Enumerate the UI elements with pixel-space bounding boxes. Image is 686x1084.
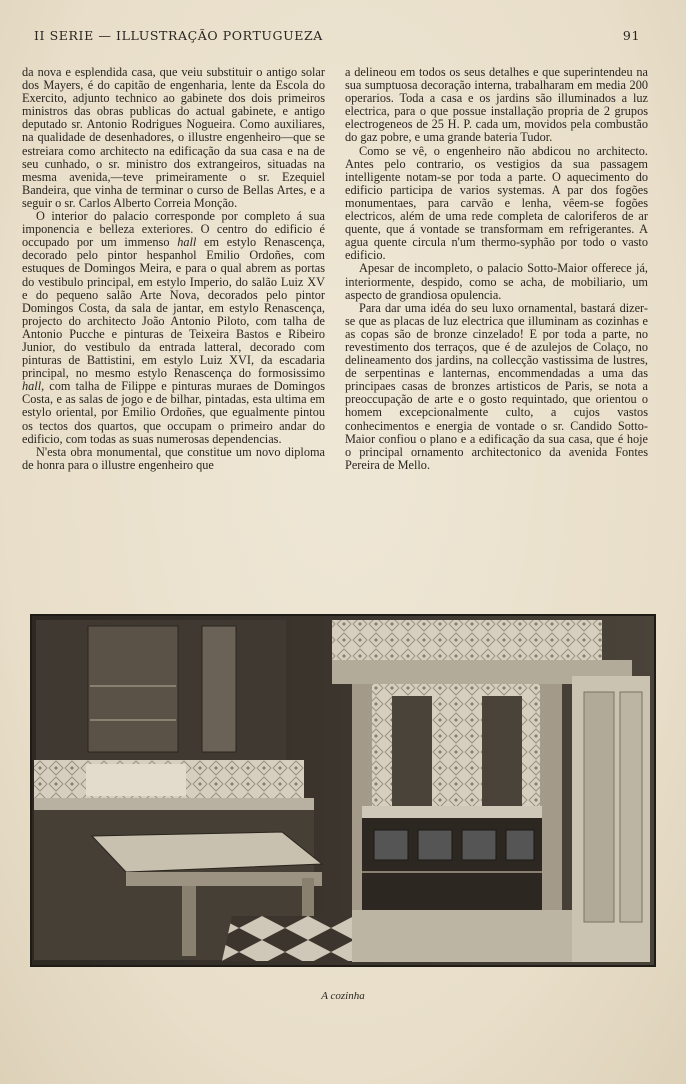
paragraph: da nova e esplendida casa, que veiu substituir o antigo solar dos Mayers, é do capitão de engenharia, lente da Escola do Exercito, adjunto technico ao gabinete dos dois primeiros ministros das obras publicas do actual gabinete, e antigo deputado sr. Antonio Rodrigues Nogueira. Como auxiliares, na qualidade de desenhadores, o illustre engenheiro—que se estreiara como architecto na edificação da sua casa e na de seu cunhado, o sr. ministro dos extrangeiros, situadas na mesma avenida,—teve primeiramente o sr. Ezequiel Bandeira, que vinha de terminar o curso de Bellas Artes, e a seguir o sr. Carlos Alberto Correia Monção. — [22, 65, 325, 210]
text-run: Como se vê, o engenheiro não abdicou no architecto. Antes pelo contrario, os vestigios da sua passagem intelligente notam-se por toda a parte. O aquecimento do edificio participa de varios systemas. A par dos fogões monumentaes, para carvão e lenha, vêem-se fogões electricos, além de uma rede completa de caloriferos de ar quente, que á vontade se transformam em refrigerantes. A agua quente circula n'um thermo-syphão por todo o vasto edificio. — [345, 143, 648, 263]
paragraph — [22, 446, 325, 472]
paragraph — [345, 145, 648, 263]
paragraph — [22, 210, 325, 446]
text-run: O interior do palacio corresponde por completo á sua imponencia e belleza exteriores. O centro do edificio é occupado por um immenso — [22, 209, 325, 250]
kitchen-photo-illustration — [32, 616, 654, 965]
paragraph — [345, 302, 648, 472]
paragraph — [345, 262, 648, 301]
text-run: em estylo Renascença, decorado pelo pintor hespanhol Emilio Ordoñes, com estuques de Domingos Meira, e para o qual abrem as portas do vestibulo principal, em estylo Imperio, do salão Luiz XV e do pequeno salão Arte Nova, decorados pelo pintor Domingos Costa, da sala de jantar, em estylo Renascença, projecto do architecto João Antonio Piloto, com talha de Antonio Pucche e pinturas de Teixeira Bastos e Ribeiro Junior, do vestibulo da entrada latteral, decorado com pinturas de Battistini, em estylo Luiz XVI, da escadaria principal, no mesmo estylo Renascença do formosissimo — [22, 235, 325, 381]
text-run: Para dar uma idéa do seu luxo ornamental, bastará dizer-se que as placas de luz electrica que illuminam as cozinhas e as copas são de bronze cinzelado! E por toda a parte, no revestimento dos terraços, que é de azulejos de Colaço, no delineamento dos jardins, na collecção vastissima de lustres, de serpentinas e lanternas, encommendadas a uma das principaes casas de bronzes artisticos de Paris, se nota a preoccupação de arte e o gosto requintado, que orientou o homem excepcionalmente culto, a cujos vastos conhecimentos e energia de vontade o sr. Candido Sotto-Maior confiou o plano e a edificação da sua casa, que é hoje o principal ornamento architectonico da avenida Fontes Pereira de Mello. — [345, 300, 648, 472]
figure-caption: A cozinha — [321, 990, 365, 1002]
text-run: Apesar de incompleto, o palacio Sotto-Maior offerece já, interiormente, despido, como se acha, de mobiliario, um aspecto de grandiosa opulencia. — [345, 261, 648, 302]
kitchen-photograph — [30, 614, 656, 967]
page-number: 91 — [622, 28, 640, 43]
running-title: II SERIE — ILLUSTRAÇÃO PORTUGUEZA — [34, 28, 323, 43]
text-run: N'esta obra monumental, que constitue um novo diploma de honra para o illustre engenheiro que — [22, 444, 325, 472]
italic-term: hall — [177, 235, 197, 250]
right-column — [345, 66, 648, 472]
text-run: , com talha de Filippe e pinturas muraes de Domingos Costa, e as salas de jogo e de bilhar, pintadas, esta ultima em estylo oriental, por Emilio Ordoñes, que egualmente pintou os tectos dos quartos, que occupam o primeiro andar do edificio, com todas as suas numerosas dependencias. — [22, 379, 325, 446]
paragraph: a delineou em todos os seus detalhes e que superintendeu na sua sumptuosa decoração interna, trabalharam em media 200 operarios. Toda a casa e os jardins são illuminados a luz electrica, para o que possue installação propria de 2 grupos electrogeneos de 25 H. P. cada um, movidos pela combustão do gaz pobre, e uma grande bateria Tudor. — [345, 65, 648, 145]
left-column — [22, 66, 325, 472]
page-header — [34, 28, 640, 48]
italic-term: hall — [22, 379, 42, 394]
